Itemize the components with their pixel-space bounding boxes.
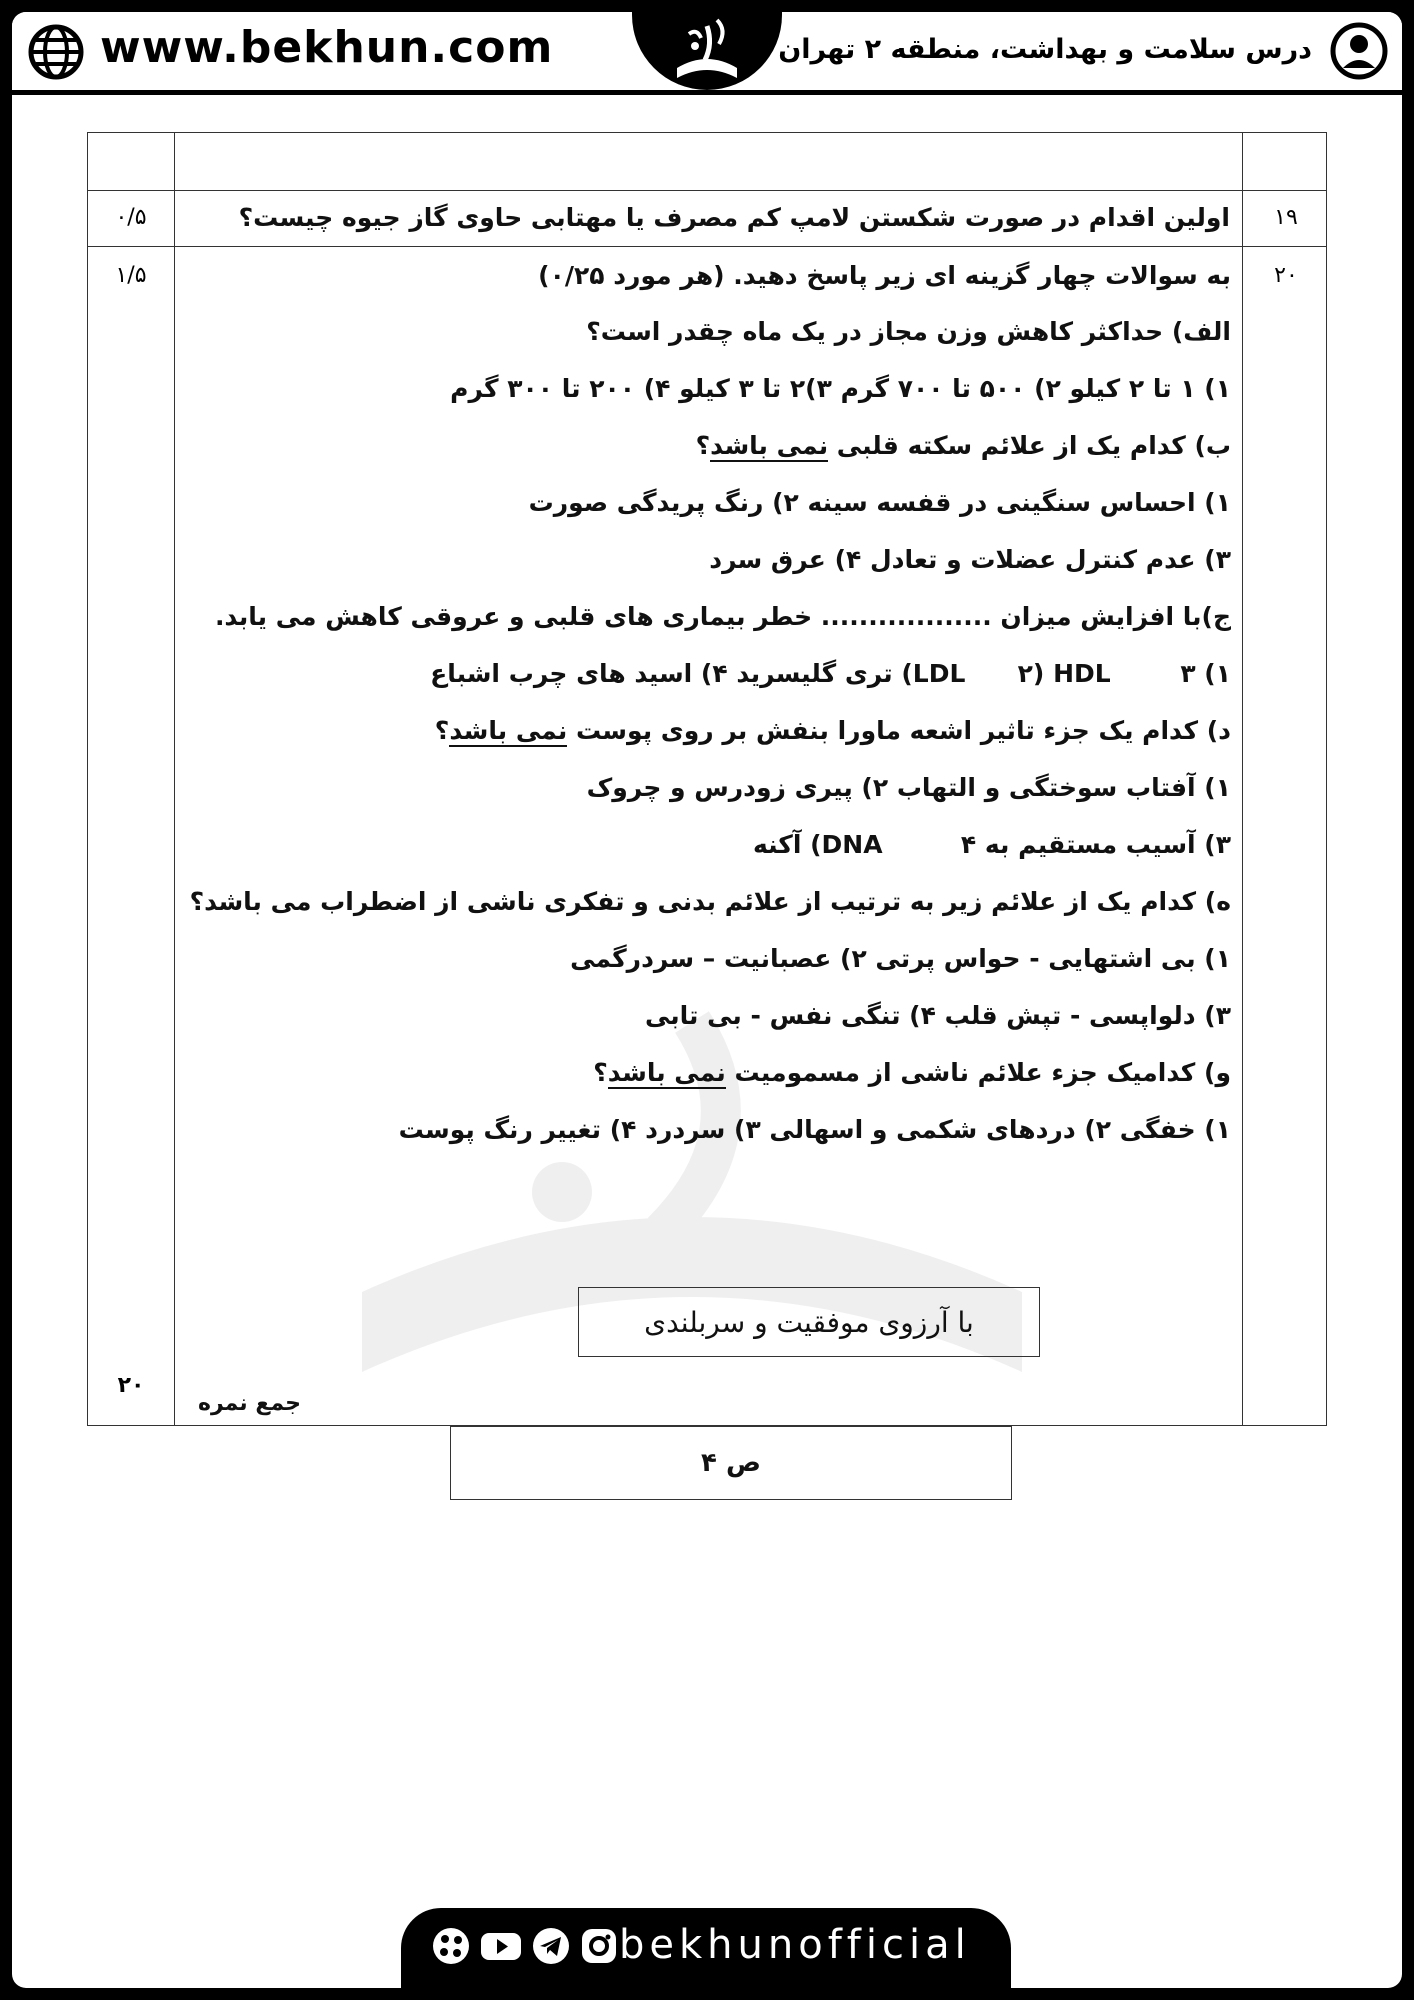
social-handle[interactable]: bekhunofficial [619,1922,971,1968]
aparat-icon[interactable] [431,1926,471,1966]
youtube-icon[interactable] [479,1926,523,1966]
instagram-icon[interactable] [579,1926,619,1966]
question-20-be-options-1-2: ۱) احساس سنگینی در قفسه سینه ۲) رنگ پریدگی صورت [528,488,1231,517]
question-20-be: ب) کدام یک از علائم سکته قلبی نمی باشد؟ [695,431,1231,460]
brand-logo [632,12,782,90]
user-avatar-icon [1330,22,1388,80]
question-20-alef: الف) حداکثر کاهش وزن مجاز در یک ماه چقدر است؟ [586,317,1231,346]
question-20-dal-options-3-4: ۳) آسیب مستقیم به DNA ۴) آکنه [752,830,1231,859]
question-20-intro: به سوالات چهار گزینه ای زیر پاسخ دهید. (هر مورد ۰/۲۵) [538,261,1231,290]
total-label: جمع نمره [198,1391,301,1416]
page-number: ص ۴ [450,1426,1012,1500]
question-score-20: ۱/۵ [115,263,147,288]
brand-logo-icon [667,14,747,88]
course-title: درس سلامت و بهداشت، منطقه ۲ تهران [778,34,1312,65]
question-19-text: اولین اقدام در صورت شکستن لامپ کم مصرف یا مهتابی حاوی گاز جیوه چیست؟ [238,203,1230,232]
site-url[interactable]: www.bekhun.com [100,22,554,73]
emphasis-underline: نمی باشد [710,431,829,460]
question-20-vav-options: ۱) خفگی ۲) دردهای شکمی و اسهالی ۳) سردرد ۴) تغییر رنگ پوست [398,1115,1231,1144]
emphasis-underline: نمی باشد [449,716,568,745]
emphasis-underline: نمی باشد [607,1058,726,1087]
total-score: ۲۰ [117,1373,145,1398]
question-20-dal-options-1-2: ۱) آفتاب سوختگی و التهاب ۲) پیری زودرس و چروک [586,773,1231,802]
question-number-19: ۱۹ [1274,205,1298,230]
question-20-he-options-1-2: ۱) بی اشتهایی - حواس پرتی ۲) عصبانیت – سردرگمی [570,944,1231,973]
question-score-19: ۰/۵ [115,205,147,230]
question-20-he-options-3-4: ۳) دلواپسی - تپش قلب ۴) تنگی نفس - بی تابی [644,1001,1231,1030]
social-icons [431,1926,619,1966]
question-20-jim-options: ۱) LDL ۲) HDL ۳) تری گلیسرید ۴) اسید های چرب اشباع [430,659,1231,688]
question-number-20: ۲۰ [1274,263,1298,288]
question-20-he: ه) کدام یک از علائم زیر به ترتیب از علائم بدنی و تفکری ناشی از اضطراب می باشد؟ [189,887,1231,916]
telegram-icon[interactable] [531,1926,571,1966]
page-header [12,12,1402,95]
page-footer [401,1908,1011,1988]
exam-table [87,132,1327,1426]
question-20-alef-options: ۱) ۱ تا ۲ کیلو ۲) ۵۰۰ تا ۷۰۰ گرم ۳)۲ تا ۳ کیلو ۴) ۲۰۰ تا ۳۰۰ گرم [450,374,1231,403]
question-20-dal: د) کدام یک جزء تاثیر اشعه ماورا بنفش بر روی پوست نمی باشد؟ [434,716,1231,745]
question-20-vav: و) کدامیک جزء علائم ناشی از مسمومیت نمی باشد؟ [593,1058,1231,1087]
wish-box: با آرزوی موفقیت و سربلندی [578,1287,1040,1357]
question-20-be-options-3-4: ۳) عدم کنترل عضلات و تعادل ۴) عرق سرد [709,545,1231,574]
exam-page [12,12,1402,1988]
question-20-jim: ج)با افزایش میزان .................. خطر بیماری های قلبی و عروقی کاهش می یابد. [214,602,1231,631]
globe-icon [28,24,84,80]
